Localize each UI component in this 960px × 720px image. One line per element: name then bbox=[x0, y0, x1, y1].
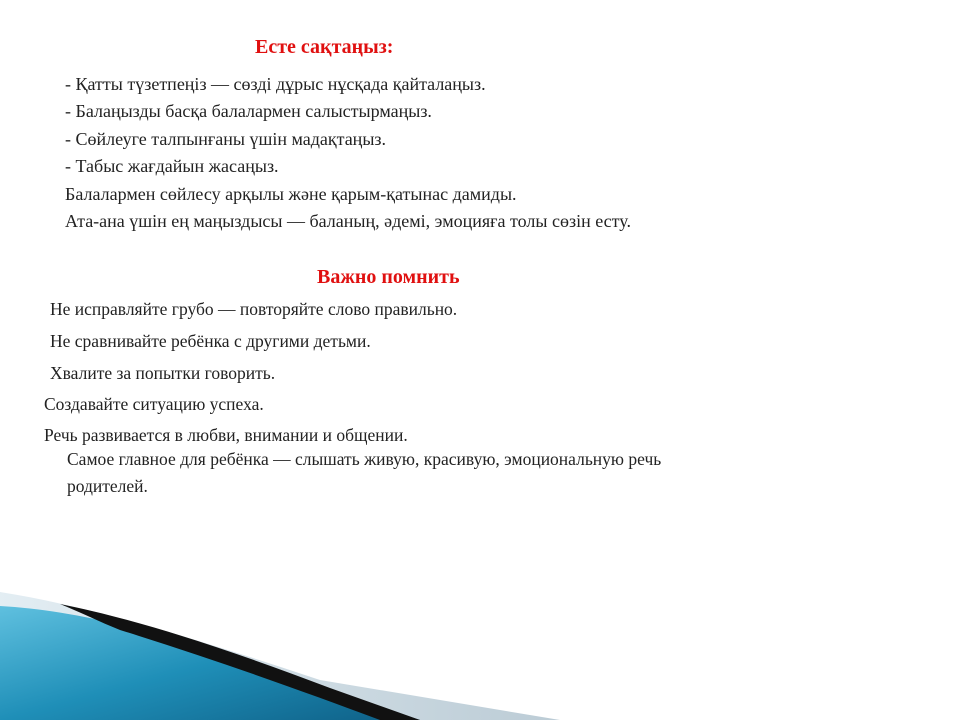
russian-tip-6-continued: родителей. bbox=[67, 476, 148, 496]
russian-tip-4: Создавайте ситуацию успеха. bbox=[44, 394, 264, 414]
kazakh-tip-5: Балалармен сөйлесу арқылы және қарым-қатынас дамиды. bbox=[65, 183, 517, 204]
russian-tip-2: Не сравнивайте ребёнка с другими детьми. bbox=[50, 331, 371, 351]
russian-heading: Важно помнить bbox=[317, 266, 460, 288]
blue-swoosh bbox=[0, 606, 420, 720]
black-swoosh bbox=[60, 604, 420, 720]
russian-tip-5: Речь развивается в любви, внимании и общении. bbox=[44, 425, 408, 445]
kazakh-tip-6: Ата-ана үшін ең маңыздысы — баланың, әдемі, эмоцияға толы сөзін есту. bbox=[65, 211, 631, 232]
kazakh-tip-2: - Балаңызды басқа балалармен салыстырмаңыз. bbox=[65, 101, 432, 122]
kazakh-heading: Есте сақтаңыз: bbox=[255, 36, 394, 58]
russian-tip-3: Хвалите за попытки говорить. bbox=[50, 363, 276, 383]
russian-tip-6: Самое главное для ребёнка — слышать живую, красивую, эмоциональную речь bbox=[67, 449, 662, 469]
kazakh-tips-list bbox=[65, 71, 631, 235]
kazakh-tip-1: - Қатты түзетпеңіз — сөзді дұрыс нұсқада қайталаңыз. bbox=[65, 74, 486, 94]
kazakh-tip-3: - Сөйлеуге талпынғаны үшін мадақтаңыз. bbox=[65, 128, 387, 149]
kazakh-tip-4: - Табыс жағдайын жасаңыз. bbox=[65, 156, 279, 177]
russian-tip-1: Не исправляйте грубо — повторяйте слово правильно. bbox=[50, 299, 458, 319]
grey-swoosh bbox=[0, 592, 560, 720]
